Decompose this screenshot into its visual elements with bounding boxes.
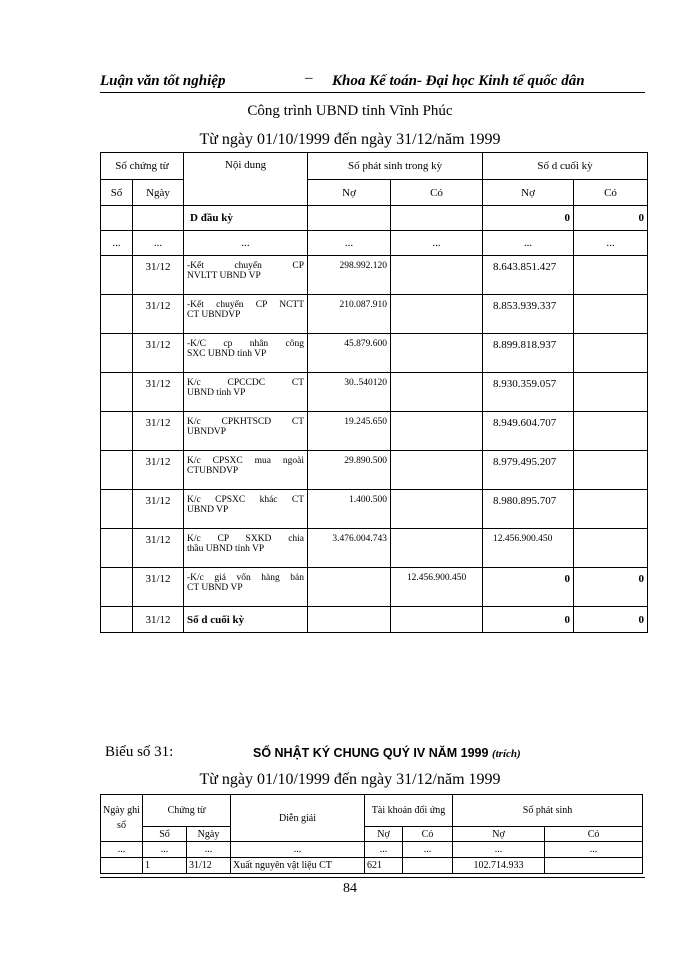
closing-debit: 0 — [483, 607, 574, 633]
row-balance-debit: 0 — [483, 568, 574, 607]
header-thesis-label: Luận văn tốt nghiệp — [100, 73, 226, 89]
nk-header-debit: Nợ — [453, 827, 545, 842]
nk-row-debit: 102.714.933 — [453, 858, 545, 874]
footer-rule — [100, 877, 645, 878]
header-debit: Nợ — [308, 180, 391, 206]
ellipsis-row: ... ... ... ... ... ... ... — [101, 231, 648, 256]
row-date: 31/12 — [133, 412, 184, 451]
page-header — [100, 70, 645, 93]
header-faculty-label: Khoa Kế toán- Đại học Kinh tế quốc dân — [332, 73, 585, 89]
row-balance: 8.979.495.207 — [483, 451, 574, 490]
header-number: Số — [101, 180, 133, 206]
row-credit: 12.456.900.450 — [391, 568, 483, 607]
closing-credit: 0 — [574, 607, 648, 633]
header-arising: Số phát sinh trong kỳ — [308, 153, 483, 180]
header-balance-debit: Nợ — [483, 180, 574, 206]
nk-header-acc-credit: Có — [403, 827, 453, 842]
row-debit: 210.087.910 — [308, 295, 391, 334]
header-balance-credit: Có — [574, 180, 648, 206]
row-description: -K/C cp nhân công SXC UBND tỉnh VP — [184, 334, 308, 373]
nk-header-account: Tài khoản đối ứng — [365, 795, 453, 827]
row-debit: 45.879.600 — [308, 334, 391, 373]
header-date: Ngày — [133, 180, 184, 206]
journal-excerpt-label: (trích) — [491, 748, 521, 760]
row-date: 31/12 — [133, 256, 184, 295]
header-voucher: Số chứng từ — [101, 153, 184, 180]
row-balance: 8.853.939.337 — [483, 295, 574, 334]
project-title: Công trình UBND tỉnh Vĩnh Phúc — [247, 103, 453, 119]
table-row — [101, 412, 648, 451]
row-description: -Kết chuyển CP NCTT CT UBNDVP — [184, 295, 308, 334]
row-balance: 8.899.818.937 — [483, 334, 574, 373]
row-date: 31/12 — [133, 295, 184, 334]
row-date: 31/12 — [133, 490, 184, 529]
row-debit: 19.245.650 — [308, 412, 391, 451]
journal-period: Từ ngày 01/10/1999 đến ngày 31/12/năm 1999 — [199, 771, 501, 788]
opening-label: D đầu kỳ — [184, 206, 308, 231]
row-date: 31/12 — [133, 373, 184, 412]
row-balance: 8.643.851.427 — [483, 256, 574, 295]
table-row — [101, 451, 648, 490]
nk-row-account: 621 — [365, 858, 403, 874]
header-credit: Có — [391, 180, 483, 206]
journal-table — [100, 794, 643, 874]
table-row — [101, 295, 648, 334]
row-debit: 3.476.004.743 — [308, 529, 391, 568]
table-row — [101, 529, 648, 568]
ledger-table — [100, 152, 648, 633]
nk-header-acc-debit: Nợ — [365, 827, 403, 842]
nk-header-number: Số — [143, 827, 187, 842]
nk-header-arising: Số phát sinh — [453, 795, 643, 827]
opening-row — [101, 206, 648, 231]
row-balance: 8.980.895.707 — [483, 490, 574, 529]
row-debit: 29.890.500 — [308, 451, 391, 490]
row-date: 31/12 — [133, 607, 184, 633]
row-description: K/c CP SXKD chia thầu UBND tỉnh VP — [184, 529, 308, 568]
row-debit: 30..540120 — [308, 373, 391, 412]
opening-debit: 0 — [483, 206, 574, 231]
nk-header-voucher: Chứng từ — [143, 795, 231, 827]
row-balance: 8.930.359.057 — [483, 373, 574, 412]
row-description: K/c CPSXC khác CT UBND VP — [184, 490, 308, 529]
table-row — [101, 256, 648, 295]
exhibit-label: Biểu số 31: — [105, 744, 174, 760]
closing-row — [101, 607, 648, 633]
nk-header-credit: Có — [545, 827, 643, 842]
nk-ellipsis-row: ... ... ... ... ... ... ... ... — [101, 842, 643, 858]
page-number: 84 — [343, 881, 357, 896]
table-row — [101, 334, 648, 373]
row-date: 31/12 — [133, 568, 184, 607]
nk-header-description: Diễn giải — [231, 795, 365, 842]
row-description: -K/c giá vốn hàng bán CT UBND VP — [184, 568, 308, 607]
row-date: 31/12 — [133, 334, 184, 373]
table-row — [101, 490, 648, 529]
row-description: K/c CPSXC mua ngoài CTUBNDVP — [184, 451, 308, 490]
row-date: 31/12 — [133, 451, 184, 490]
nk-header-date: Ngày ghi sổ — [101, 795, 143, 842]
row-balance: 12.456.900.450 — [483, 529, 574, 568]
period-title: Từ ngày 01/10/1999 đến ngày 31/12/năm 1999 — [199, 131, 501, 148]
header-ending-balance: Số d cuối kỳ — [483, 153, 648, 180]
table-row — [101, 373, 648, 412]
nk-row-description: Xuất nguyên vật liệu CT — [231, 858, 365, 874]
row-date: 31/12 — [133, 529, 184, 568]
opening-credit: 0 — [574, 206, 648, 231]
row-description: -Kết chuyển CP NVLTT UBND VP — [184, 256, 308, 295]
cogs-row — [101, 568, 648, 607]
header-dash: – — [305, 70, 313, 86]
row-description: K/c CPKHTSCD CT UBNDVP — [184, 412, 308, 451]
row-balance-credit: 0 — [574, 568, 648, 607]
journal-title: SỔ NHẬT KÝ CHUNG QUÝ IV NĂM 1999 (trích) — [253, 746, 521, 760]
nk-row — [101, 858, 643, 874]
nk-header-day: Ngày — [187, 827, 231, 842]
closing-label: Số d cuối kỳ — [184, 607, 308, 633]
nk-row-number: 1 — [143, 858, 187, 874]
row-debit: 298.992.120 — [308, 256, 391, 295]
row-debit: 1.400.500 — [308, 490, 391, 529]
row-balance: 8.949.604.707 — [483, 412, 574, 451]
row-description: K/c CPCCDC CT UBND tỉnh VP — [184, 373, 308, 412]
header-content: Nội dung — [184, 153, 308, 206]
nk-row-date: 31/12 — [187, 858, 231, 874]
